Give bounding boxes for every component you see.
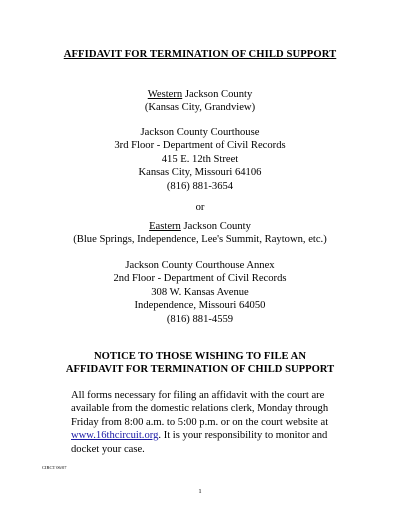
western-county-rest: Jackson County — [182, 89, 253, 100]
eastern-phone: (816) 881-4559 — [166, 313, 234, 325]
western-phone: (816) 881-3654 — [166, 180, 234, 192]
instructions-paragraph — [71, 389, 361, 456]
paragraph-line-1: All forms necessary for filing an affidavit with the court are — [71, 390, 325, 401]
eastern-street: 308 W. Kansas Avenue — [151, 286, 249, 298]
eastern-address-block — [0, 259, 400, 326]
paragraph-line-2: available from the domestic relations clerk, Monday through — [71, 403, 329, 415]
eastern-building: Jackson County Courthouse Annex — [125, 260, 275, 271]
western-county-heading — [0, 88, 400, 101]
court-website-link[interactable]: www.16thcircuit.org — [71, 430, 159, 442]
western-floor: 3rd Floor - Department of Civil Records — [114, 140, 286, 152]
eastern-county-heading — [0, 220, 400, 233]
notice-line-1: NOTICE TO THOSE WISHING TO FILE AN — [94, 351, 306, 362]
paragraph-line-3: Friday from 8:00 a.m. to 5:00 p.m. or on the court website at — [71, 416, 329, 428]
western-address-block — [0, 126, 400, 193]
western-building: Jackson County Courthouse — [140, 127, 260, 138]
western-cities: (Kansas City, Grandview) — [144, 102, 256, 114]
eastern-county-rest: Jackson County — [180, 221, 251, 232]
paragraph-line-5: docket your case. — [71, 443, 145, 455]
western-county-block — [0, 88, 400, 115]
document-title: AFFIDAVIT FOR TERMINATION OF CHILD SUPPORT — [63, 49, 337, 60]
notice-line-2: AFFIDAVIT FOR TERMINATION OF CHILD SUPPORT — [65, 364, 335, 376]
separator-or: or — [195, 202, 205, 213]
western-street: 415 E. 12th Street — [161, 153, 239, 165]
page-number: 1 — [198, 488, 202, 495]
eastern-county-block — [0, 220, 400, 247]
western-region-word: Western — [147, 89, 183, 100]
eastern-floor: 2nd Floor - Department of Civil Records — [113, 273, 287, 285]
paragraph-line-4 — [71, 429, 361, 442]
notice-heading — [0, 350, 400, 377]
eastern-city: Independence, Missouri 64050 — [134, 300, 266, 312]
eastern-cities: (Blue Springs, Independence, Lee's Summit, Raytown, etc.) — [73, 234, 327, 246]
western-city: Kansas City, Missouri 64106 — [138, 167, 262, 179]
form-code: CIRCT 06/07 — [42, 465, 67, 470]
eastern-region-word: Eastern — [149, 221, 181, 232]
paragraph-line-4-rest: . It is your responsibility to monitor and — [158, 430, 328, 442]
